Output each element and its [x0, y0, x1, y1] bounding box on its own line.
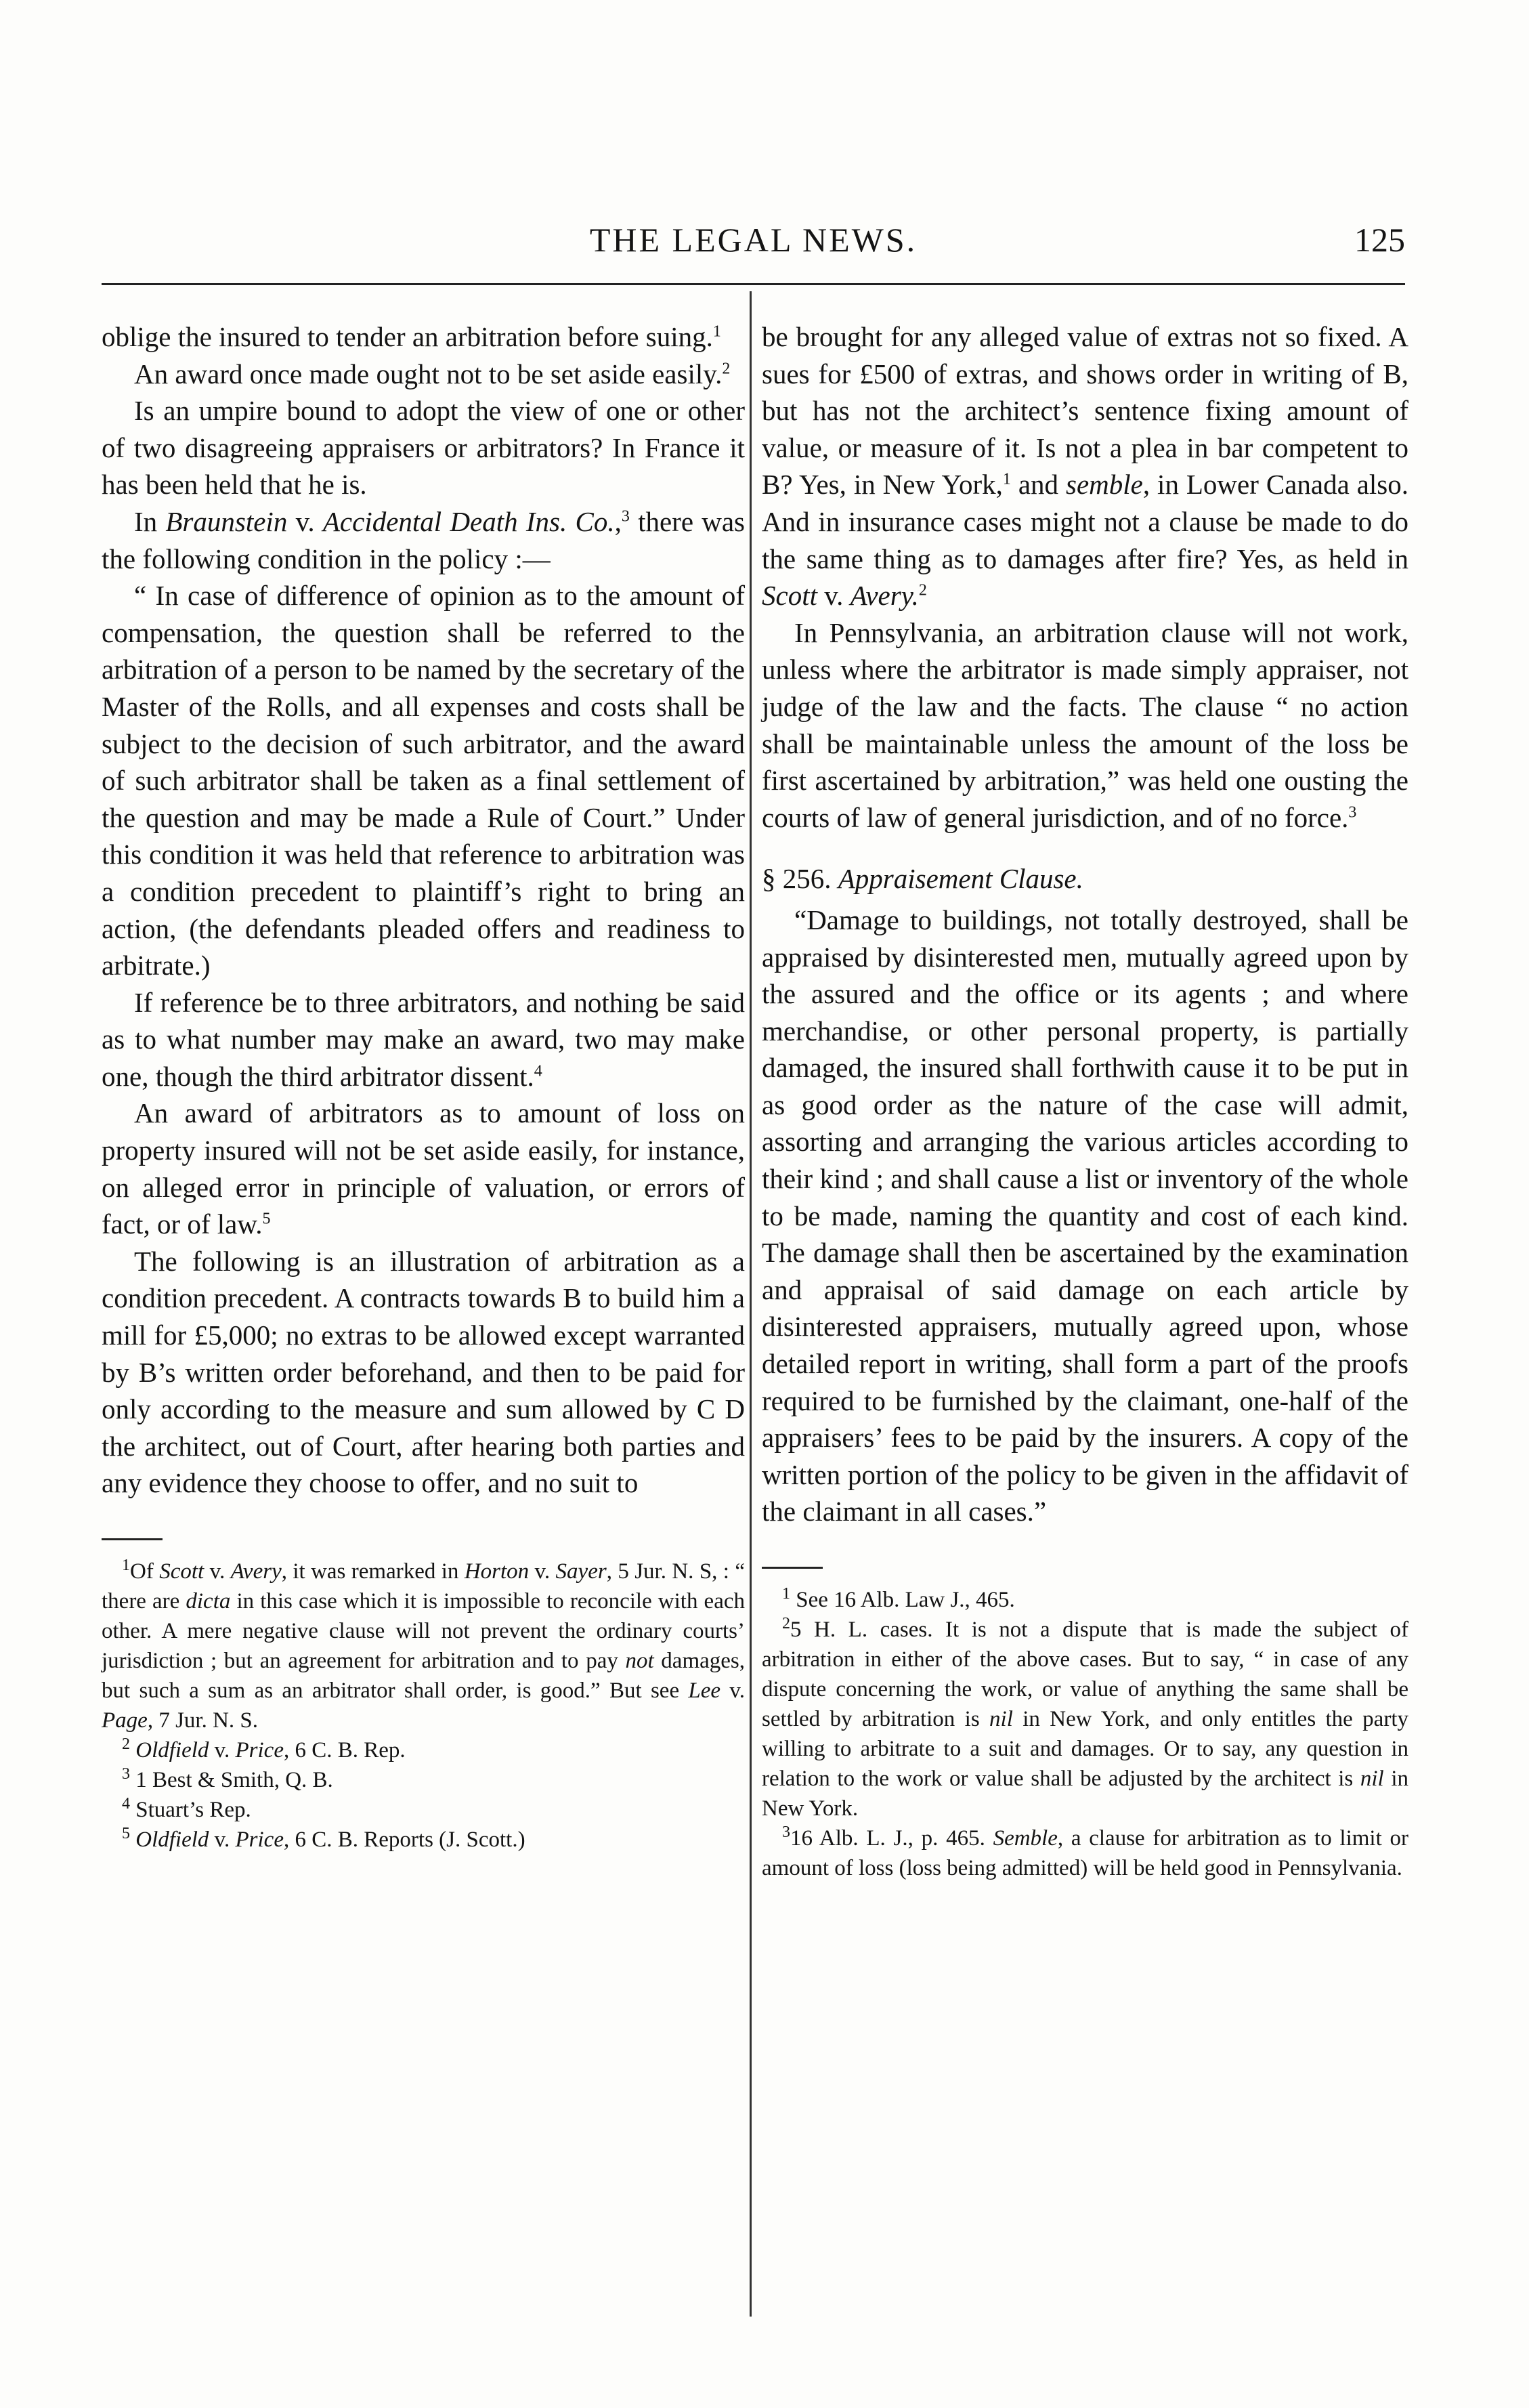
footnote: $^2$5 H. L. cases. It is not a dispute that is made the subject of arbitration in either of the above cases. But to say, “ in case of any dispute concerning the work, or value of anything the same shall be settled by arbitration is nil in New York, and only entitles the party willing to arbitrate to a suit and damages. Or to say, any question in relation to the work or value shall be adjusted by the architect is nil in New York. [762, 1615, 1409, 1821]
footnote: $^1$ See 16 Alb. Law J., 465. [782, 1585, 1015, 1612]
section-heading: § 256. Appraisement Clause. [762, 863, 1083, 895]
footnote: $^3$16 Alb. L. J., p. 465. Semble, a clause for arbitration as to limit or amount of loss (loss being admitted) will be held good in Pennsylvania. [762, 1823, 1408, 1880]
page-number: 125 [1354, 221, 1405, 259]
page-header [102, 220, 1405, 261]
footnote-rule [102, 1538, 163, 1540]
paragraph: The following is an illustration of arbitration as a condition precedent. A contracts towards B to build him a mill for £5,000; no extras to be allowed except warranted by B’s written order beforehand, and then to be paid for only according to the measure and sum allowed by C D the architect, out of Court, after hearing both parties and any evidence they choose to offer, and no suit to [102, 1245, 745, 1499]
right-column [762, 318, 1408, 1883]
column-divider [750, 291, 752, 2317]
footnote: $^2$ Oldfield v. Price, 6 C. B. Rep. [122, 1735, 406, 1762]
left-column [102, 318, 745, 1855]
footnote: $^3$ 1 Best & Smith, Q. B. [122, 1765, 333, 1792]
paragraph: In Pennsylvania, an arbitration clause will not work, unless where the arbitrator is made simply appraiser, not judge of the law and the facts. The clause “ no action shall be maintainable unless the amount of the loss be first ascertained by arbitration,” was held one ousting the courts of law of general jurisdiction, and of no force.$^3$ [762, 616, 1408, 833]
footnote: $^5$ Oldfield v. Price, 6 C. B. Reports (J. Scott.) [122, 1825, 525, 1852]
quoted-clause: “Damage to buildings, not totally destroyed, shall be appraised by disinterested men, mutually agreed upon by the assured and the office or its agents ; and where merchandise, or other personal property, is partially damaged, the insured shall forthwith cause it to be put in as good order as the nature of the case will admit, assorting and arranging the various articles according to their kind ; and shall cause a list or inventory of the whole to be made, naming the quantity and cost of each kind. The damage shall then be ascertained by the examination and appraisal of said damage on each article by disinterested appraisers, mutually agreed upon, whose detailed report in writing, shall form a part of the proofs required to be furnished by the claimant, one-half of the appraisers’ fees to be paid by the insurers. A copy of the written portion of the policy to be given in the affidavit of the claimant in all cases.” [762, 904, 1408, 1527]
footnote: $^1$Of Scott v. Avery, it was remarked in Horton v. Sayer, 5 Jur. N. S, : “ there are dicta in this case which it is impossible to reconcile with each other. A mere negative clause will not prevent the ordinary courts’ jurisdiction ; but an agreement for arbitration and to pay not damages, but such a sum as an arbitrator shall order, is good.” But see Lee v. Page, 7 Jur. N. S. [102, 1557, 746, 1733]
footnote-rule [762, 1567, 823, 1569]
paragraph: An award of arbitrators as to amount of loss on property insured will not be set aside easily, for instance, on alleged error in principle of valuation, or errors of fact, or of law.$^5$ [102, 1097, 745, 1240]
header-rule [102, 283, 1405, 285]
footnote: $^4$ Stuart’s Rep. [122, 1795, 251, 1822]
paragraph: oblige the insured to tender an arbitration before suing.$^1$ [102, 321, 721, 352]
paragraph: In Braunstein v. Accidental Death Ins. Co.,$^3$ there was the following condition in the policy :— [102, 505, 746, 574]
footnotes [102, 1557, 745, 1855]
paragraph: be brought for any alleged value of extras not so fixed. A sues for £500 of extras, and shows order in writing of B, but has not the architect’s sentence fixing amount of value, or measure of it. Is not a plea in bar competent to B? Yes, in New York,$^1$ and semble, in Lower Canada also. And in insurance cases might not a clause be made to do the same thing as to damages after fire? Yes, as held in Scott v. Avery.$^2$ [762, 321, 1409, 612]
paragraph: If reference be to three arbitrators, and nothing be said as to what number may make an award, two may make one, though the third arbitrator dissent.$^4$ [102, 986, 745, 1092]
running-title: THE LEGAL NEWS. [589, 221, 918, 259]
paragraph: Is an umpire bound to adopt the view of one or other of two disagreeing appraisers or arbitrators? In France it has been held that he is. [102, 395, 745, 501]
footnotes [762, 1585, 1408, 1883]
paragraph: An award once made ought not to be set aside easily.$^2$ [134, 358, 731, 389]
quoted-condition: “ In case of difference of opinion as to the amount of compensation, the question shall be referred to the arbitration of a person to be named by the secretary of the Master of the Rolls, and all expenses and costs shall be subject to the decision of such arbitrator, and the award of such arbitrator shall be taken as a final settlement of the question and may be made a Rule of Court.” Under this condition it was held that reference to arbitration was a condition precedent to plaintiff’s right to bring an action, (the defendants pleaded offers and readiness to arbitrate.) [102, 580, 745, 981]
